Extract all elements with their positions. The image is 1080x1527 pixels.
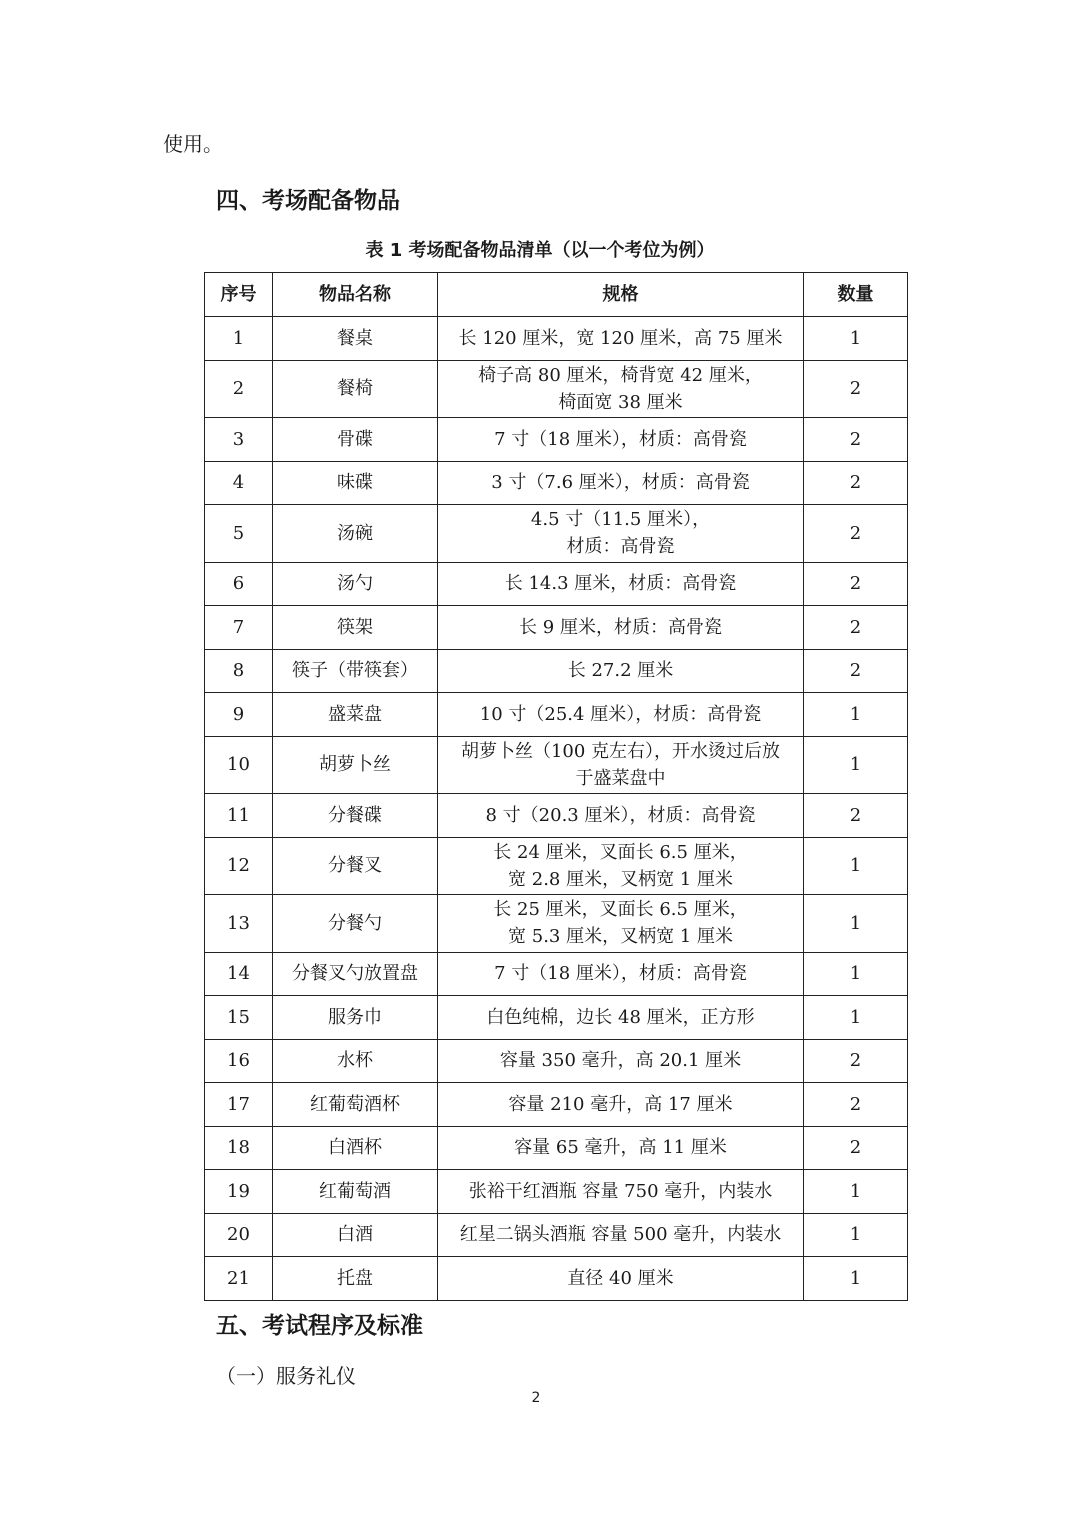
cell-no: 8 (205, 649, 273, 693)
cell-spec (438, 505, 804, 563)
cell-spec (438, 360, 804, 418)
cell-spec: 张裕干红酒瓶 容量 750 毫升，内装水 (438, 1170, 804, 1214)
cell-qty: 1 (804, 317, 908, 361)
cell-no: 16 (205, 1039, 273, 1083)
cell-qty: 2 (804, 418, 908, 462)
table-row (205, 794, 908, 838)
continuation-text: 使用。 (163, 132, 223, 156)
cell-name: 汤碗 (273, 505, 438, 563)
cell-spec: 容量 350 毫升，高 20.1 厘米 (438, 1039, 804, 1083)
table-row (205, 1170, 908, 1214)
table-row (205, 1039, 908, 1083)
table-row (205, 1213, 908, 1257)
cell-name: 白酒 (273, 1213, 438, 1257)
cell-spec-line: 椅子高 80 厘米，椅背宽 42 厘米， (478, 364, 763, 386)
cell-spec-line: 胡萝卜丝（100 克左右），开水烫过后放 (460, 740, 781, 762)
cell-no: 18 (205, 1126, 273, 1170)
cell-name: 餐椅 (273, 360, 438, 418)
cell-qty: 1 (804, 1213, 908, 1257)
table-row (205, 996, 908, 1040)
cell-no: 20 (205, 1213, 273, 1257)
cell-qty: 1 (804, 837, 908, 895)
cell-spec: 长 14.3 厘米，材质：高骨瓷 (438, 562, 804, 606)
cell-no: 13 (205, 895, 273, 953)
cell-qty: 1 (804, 693, 908, 737)
table-row (205, 418, 908, 462)
cell-spec: 容量 65 毫升，高 11 厘米 (438, 1126, 804, 1170)
table-caption: 表 1 考场配备物品清单（以一个考位为例） (365, 240, 715, 261)
cell-no: 1 (205, 317, 273, 361)
cell-qty: 2 (804, 505, 908, 563)
table-row (205, 952, 908, 996)
table-row (205, 317, 908, 361)
table-row (205, 1257, 908, 1301)
cell-spec: 容量 210 毫升，高 17 厘米 (438, 1083, 804, 1127)
cell-name: 筷架 (273, 606, 438, 650)
cell-spec: 8 寸（20.3 厘米），材质：高骨瓷 (438, 794, 804, 838)
table-row (205, 1126, 908, 1170)
cell-no: 6 (205, 562, 273, 606)
cell-no: 14 (205, 952, 273, 996)
table-row (205, 693, 908, 737)
cell-no: 17 (205, 1083, 273, 1127)
cell-spec: 长 9 厘米，材质：高骨瓷 (438, 606, 804, 650)
cell-spec-line: 宽 5.3 厘米，叉柄宽 1 厘米 (508, 926, 733, 948)
cell-name: 水杯 (273, 1039, 438, 1083)
cell-spec (438, 736, 804, 794)
cell-spec (438, 895, 804, 953)
cell-name: 服务巾 (273, 996, 438, 1040)
cell-name: 汤勺 (273, 562, 438, 606)
cell-qty: 2 (804, 360, 908, 418)
cell-qty: 1 (804, 996, 908, 1040)
table-row (205, 360, 908, 418)
table-row (205, 649, 908, 693)
table-row (205, 895, 908, 953)
cell-spec-line: 于盛菜盘中 (575, 767, 666, 789)
cell-name: 白酒杯 (273, 1126, 438, 1170)
page-number: 2 (531, 1390, 541, 1406)
header-no: 序号 (205, 273, 273, 317)
cell-name: 红葡萄酒 (273, 1170, 438, 1214)
cell-spec-line: 长 25 厘米，叉面长 6.5 厘米， (493, 899, 748, 921)
cell-qty: 2 (804, 649, 908, 693)
cell-name: 餐桌 (273, 317, 438, 361)
cell-qty: 1 (804, 736, 908, 794)
table-row (205, 562, 908, 606)
equipment-table (204, 272, 908, 1301)
cell-name: 分餐勺 (273, 895, 438, 953)
cell-qty: 2 (804, 1126, 908, 1170)
cell-no: 21 (205, 1257, 273, 1301)
section-5-heading: 五、考试程序及标准 (216, 1313, 423, 1339)
cell-spec: 白色纯棉，边长 48 厘米，正方形 (438, 996, 804, 1040)
cell-spec: 红星二锅头酒瓶 容量 500 毫升，内装水 (438, 1213, 804, 1257)
cell-qty: 1 (804, 895, 908, 953)
table-body (205, 317, 908, 1301)
cell-name: 托盘 (273, 1257, 438, 1301)
section-4-heading: 四、考场配备物品 (216, 188, 400, 214)
cell-qty: 2 (804, 461, 908, 505)
table-row (205, 606, 908, 650)
cell-qty: 2 (804, 1083, 908, 1127)
cell-spec-line: 4.5 寸（11.5 厘米）， (530, 509, 711, 531)
table-row (205, 461, 908, 505)
cell-name: 味碟 (273, 461, 438, 505)
cell-no: 5 (205, 505, 273, 563)
cell-name: 盛菜盘 (273, 693, 438, 737)
cell-no: 4 (205, 461, 273, 505)
cell-spec (438, 837, 804, 895)
cell-name: 红葡萄酒杯 (273, 1083, 438, 1127)
cell-spec: 长 120 厘米，宽 120 厘米，高 75 厘米 (438, 317, 804, 361)
cell-qty: 2 (804, 606, 908, 650)
cell-name: 筷子（带筷套） (273, 649, 438, 693)
header-spec: 规格 (438, 273, 804, 317)
cell-qty: 2 (804, 794, 908, 838)
cell-spec: 3 寸（7.6 厘米），材质：高骨瓷 (438, 461, 804, 505)
cell-no: 12 (205, 837, 273, 895)
subsection-1-heading: （一）服务礼仪 (216, 1364, 356, 1388)
cell-spec: 7 寸（18 厘米），材质：高骨瓷 (438, 952, 804, 996)
cell-spec: 长 27.2 厘米 (438, 649, 804, 693)
cell-qty: 2 (804, 562, 908, 606)
cell-no: 2 (205, 360, 273, 418)
cell-spec-line: 宽 2.8 厘米，叉柄宽 1 厘米 (508, 868, 733, 890)
cell-no: 10 (205, 736, 273, 794)
cell-name: 分餐叉 (273, 837, 438, 895)
cell-qty: 1 (804, 1170, 908, 1214)
cell-name: 胡萝卜丝 (273, 736, 438, 794)
cell-name: 骨碟 (273, 418, 438, 462)
table-row (205, 837, 908, 895)
cell-qty: 2 (804, 1039, 908, 1083)
table-row (205, 505, 908, 563)
cell-no: 3 (205, 418, 273, 462)
cell-no: 9 (205, 693, 273, 737)
cell-name: 分餐叉勺放置盘 (273, 952, 438, 996)
header-name: 物品名称 (273, 273, 438, 317)
cell-no: 11 (205, 794, 273, 838)
cell-spec-line: 长 24 厘米，叉面长 6.5 厘米， (493, 841, 748, 863)
cell-name: 分餐碟 (273, 794, 438, 838)
table-row (205, 736, 908, 794)
header-qty: 数量 (804, 273, 908, 317)
cell-spec: 10 寸（25.4 厘米），材质：高骨瓷 (438, 693, 804, 737)
cell-spec: 7 寸（18 厘米），材质：高骨瓷 (438, 418, 804, 462)
cell-qty: 1 (804, 952, 908, 996)
cell-spec-line: 材质：高骨瓷 (566, 536, 675, 558)
cell-no: 19 (205, 1170, 273, 1214)
table-header-row (205, 273, 908, 317)
cell-qty: 1 (804, 1257, 908, 1301)
cell-no: 7 (205, 606, 273, 650)
table-row (205, 1083, 908, 1127)
cell-spec-line: 椅面宽 38 厘米 (558, 391, 683, 413)
cell-no: 15 (205, 996, 273, 1040)
cell-spec: 直径 40 厘米 (438, 1257, 804, 1301)
